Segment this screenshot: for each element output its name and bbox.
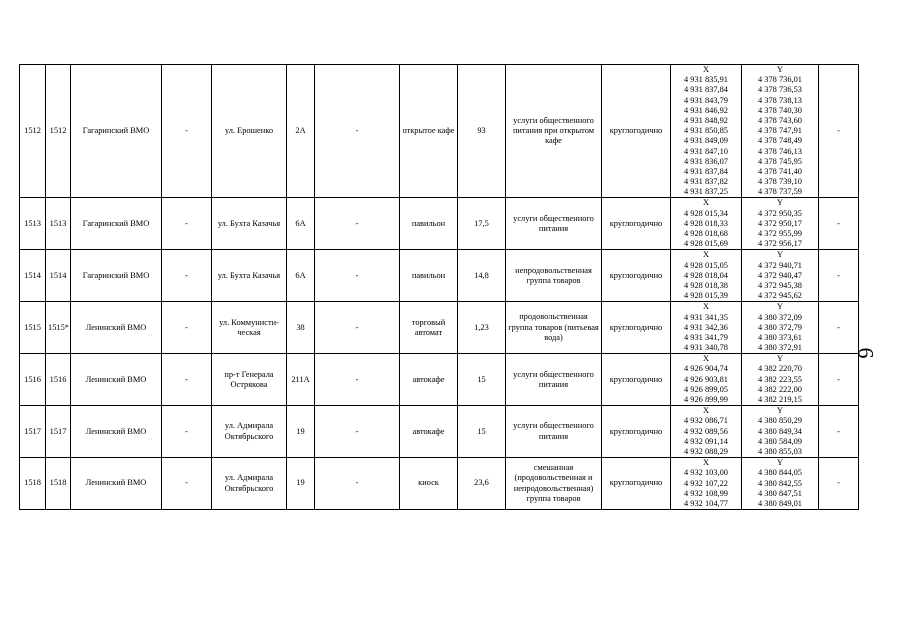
coord-y-value: 4 378 737,59 <box>758 187 802 197</box>
coord-y-value: 4 378 743,60 <box>758 115 802 125</box>
area-cell: 14,8 <box>458 250 506 302</box>
address-cell: ул. Адмирала Октябрьского <box>212 406 287 458</box>
coord-y-value: 4 378 736,53 <box>758 85 802 95</box>
area-cell: 93 <box>458 65 506 198</box>
blank-cell-cell: - <box>315 250 400 302</box>
row-number-cell: 1514 <box>20 250 46 302</box>
coord-x-value: 4 926 899,05 <box>684 384 728 394</box>
specialization-cell: услуги общественного питания <box>506 198 602 250</box>
coord-y-value: 4 380 372,79 <box>758 322 802 332</box>
coord-x-value: 4 931 837,25 <box>684 187 728 197</box>
coord-x-value: 4 931 837,84 <box>684 166 728 176</box>
coord-x-value: 4 931 837,84 <box>684 85 728 95</box>
coord-x-value: 4 932 088,29 <box>684 446 728 456</box>
period-cell: круглогодично <box>602 65 671 198</box>
house-number-cell: 19 <box>287 458 315 510</box>
coord-x-value: 4 931 341,35 <box>684 312 728 322</box>
coord-x-cell <box>671 250 742 302</box>
object-type-cell: павильон <box>400 198 458 250</box>
coord-x-value: X <box>702 302 710 312</box>
note-cell: - <box>819 458 859 510</box>
period-cell: круглогодично <box>602 250 671 302</box>
coord-y-value: Y <box>776 354 784 364</box>
house-number-cell: 19 <box>287 406 315 458</box>
coord-x-value: 4 931 835,91 <box>684 75 728 85</box>
table-row <box>20 302 859 354</box>
coord-y-value: 4 380 855,03 <box>758 446 802 456</box>
object-type-cell: павильон <box>400 250 458 302</box>
row-number-cell: 1513 <box>20 198 46 250</box>
coord-x-value: X <box>702 354 710 364</box>
coord-y-value: 4 380 842,55 <box>758 478 802 488</box>
coord-x-value: 4 932 086,71 <box>684 416 728 426</box>
coord-x-value: X <box>702 198 710 208</box>
coord-y-value: 4 380 847,51 <box>758 488 802 498</box>
house-number-cell: 6А <box>287 198 315 250</box>
coord-y-value: 4 372 945,62 <box>758 291 802 301</box>
address-cell: пр-т Генерала Острякова <box>212 354 287 406</box>
coord-x-value: 4 928 018,33 <box>684 218 728 228</box>
coord-y-value: 4 378 740,30 <box>758 105 802 115</box>
area-cell: 1,23 <box>458 302 506 354</box>
coord-x-value: 4 931 843,79 <box>684 95 728 105</box>
object-type-cell: автокафе <box>400 406 458 458</box>
area-cell: 17,5 <box>458 198 506 250</box>
coord-x-value: 4 931 848,92 <box>684 115 728 125</box>
specialization-cell: услуги общественного питания при открытом кафе <box>506 65 602 198</box>
coord-y-value: 4 372 945,38 <box>758 280 802 290</box>
coord-y-cell <box>742 302 819 354</box>
coord-x-value: 4 932 107,22 <box>684 478 728 488</box>
table-row <box>20 198 859 250</box>
coord-x-cell <box>671 458 742 510</box>
coord-x-value: 4 932 103,00 <box>684 468 728 478</box>
coord-x-value: 4 928 015,05 <box>684 260 728 270</box>
coord-x-cell <box>671 302 742 354</box>
coord-x-value: 4 926 899,99 <box>684 395 728 404</box>
object-type-cell: киоск <box>400 458 458 510</box>
blank-cell-cell: - <box>162 65 212 198</box>
blank-cell-cell: - <box>162 250 212 302</box>
district-cell: Гагаринский ВМО <box>71 198 162 250</box>
blank-cell-cell: - <box>315 354 400 406</box>
coord-y-value: 4 382 220,70 <box>758 364 802 374</box>
schema-number-cell: 1516 <box>46 354 71 406</box>
note-cell: - <box>819 65 859 198</box>
specialization-cell: продовольственная группа товаров (питьевая вода) <box>506 302 602 354</box>
coord-x-value: X <box>702 458 710 468</box>
coord-x-value: 4 928 015,39 <box>684 291 728 301</box>
object-type-cell: открытое кафе <box>400 65 458 198</box>
specialization-cell: услуги общественного питания <box>506 354 602 406</box>
coord-x-value: 4 926 904,74 <box>684 364 728 374</box>
coord-y-value: Y <box>776 198 784 208</box>
coord-x-cell <box>671 198 742 250</box>
table-row <box>20 458 859 510</box>
specialization-cell: смешанная (продовольственная и непродовольственная) группа товаров <box>506 458 602 510</box>
coord-y-value: Y <box>776 302 784 312</box>
row-number-cell: 1517 <box>20 406 46 458</box>
coord-y-cell <box>742 250 819 302</box>
coord-y-value: 4 380 849,34 <box>758 426 802 436</box>
coord-y-value: 4 380 844,05 <box>758 468 802 478</box>
coord-x-value: 4 931 847,10 <box>684 146 728 156</box>
coord-x-value: X <box>702 250 710 260</box>
row-number-cell: 1515 <box>20 302 46 354</box>
coord-x-value: X <box>702 65 710 74</box>
schema-number-cell: 1515* <box>46 302 71 354</box>
period-cell: круглогодично <box>602 458 671 510</box>
schema-number-cell: 1518 <box>46 458 71 510</box>
coord-x-value: 4 931 846,92 <box>684 105 728 115</box>
district-cell: Ленинский ВМО <box>71 458 162 510</box>
coord-x-value: X <box>702 406 710 416</box>
coord-y-value: Y <box>776 65 784 74</box>
period-cell: круглогодично <box>602 302 671 354</box>
address-cell: ул. Коммунисти-ческая <box>212 302 287 354</box>
row-number-cell: 1512 <box>20 65 46 198</box>
coord-x-cell <box>671 406 742 458</box>
coord-x-value: 4 926 903,81 <box>684 374 728 384</box>
coord-x-value: 4 931 341,79 <box>684 332 728 342</box>
coord-y-value: 4 378 741,40 <box>758 166 802 176</box>
specialization-cell: непродовольственная группа товаров <box>506 250 602 302</box>
coord-x-value: 4 928 015,34 <box>684 208 728 218</box>
blank-cell-cell: - <box>162 458 212 510</box>
coord-y-value: 4 378 747,91 <box>758 126 802 136</box>
table-row <box>20 354 859 406</box>
object-type-cell: торговый автомат <box>400 302 458 354</box>
coord-x-value: 4 932 089,56 <box>684 426 728 436</box>
coord-y-value: 4 378 739,10 <box>758 177 802 187</box>
coord-x-value: 4 928 018,38 <box>684 280 728 290</box>
district-cell: Ленинский ВМО <box>71 302 162 354</box>
coord-y-value: 4 372 940,47 <box>758 270 802 280</box>
coord-y-cell <box>742 406 819 458</box>
coord-y-value: 4 372 956,17 <box>758 239 802 249</box>
coord-y-value: 4 380 373,61 <box>758 332 802 342</box>
district-cell: Ленинский ВМО <box>71 406 162 458</box>
house-number-cell: 6А <box>287 250 315 302</box>
coord-y-value: 4 378 748,49 <box>758 136 802 146</box>
note-cell: - <box>819 354 859 406</box>
period-cell: круглогодично <box>602 198 671 250</box>
table-row <box>20 250 859 302</box>
blank-cell-cell: - <box>315 406 400 458</box>
coord-y-value: 4 382 223,55 <box>758 374 802 384</box>
coord-y-value: Y <box>776 250 784 260</box>
blank-cell-cell: - <box>315 302 400 354</box>
coord-x-value: 4 931 836,07 <box>684 156 728 166</box>
coord-y-value: 4 380 849,01 <box>758 498 802 508</box>
address-cell: ул. Бухта Казачья <box>212 250 287 302</box>
row-number-cell: 1518 <box>20 458 46 510</box>
period-cell: круглогодично <box>602 354 671 406</box>
coord-x-value: 4 932 104,77 <box>684 498 728 508</box>
coord-x-value: 4 928 015,69 <box>684 239 728 249</box>
blank-cell-cell: - <box>315 198 400 250</box>
house-number-cell: 2А <box>287 65 315 198</box>
house-number-cell: 38 <box>287 302 315 354</box>
coord-y-value: 4 382 219,15 <box>758 395 802 404</box>
coord-x-value: 4 931 850,85 <box>684 126 728 136</box>
coord-y-value: 4 378 738,13 <box>758 95 802 105</box>
coord-y-value: 4 372 950,17 <box>758 218 802 228</box>
district-cell: Ленинский ВМО <box>71 354 162 406</box>
coord-y-value: Y <box>776 406 784 416</box>
coord-x-value: 4 931 849,09 <box>684 136 728 146</box>
blank-cell-cell: - <box>162 354 212 406</box>
schema-number-cell: 1517 <box>46 406 71 458</box>
schema-number-cell: 1514 <box>46 250 71 302</box>
coord-y-value: 4 380 372,09 <box>758 312 802 322</box>
coord-x-value: 4 931 342,36 <box>684 322 728 332</box>
blank-cell-cell: - <box>162 198 212 250</box>
coord-x-value: 4 932 091,14 <box>684 436 728 446</box>
coord-x-cell <box>671 65 742 198</box>
specialization-cell: услуги общественного питания <box>506 406 602 458</box>
coord-x-value: 4 931 837,82 <box>684 177 728 187</box>
coord-x-value: 4 928 018,68 <box>684 229 728 238</box>
coord-y-cell <box>742 354 819 406</box>
schema-number-cell: 1512 <box>46 65 71 198</box>
coord-y-cell <box>742 198 819 250</box>
area-cell: 23,6 <box>458 458 506 510</box>
coord-y-value: 4 372 940,71 <box>758 260 802 270</box>
coord-y-value: Y <box>776 458 784 468</box>
blank-cell-cell: - <box>162 406 212 458</box>
area-cell: 15 <box>458 406 506 458</box>
address-cell: ул. Адмирала Октябрьского <box>212 458 287 510</box>
coord-y-value: 4 372 955,99 <box>758 229 802 238</box>
blank-cell-cell: - <box>315 65 400 198</box>
district-cell: Гагаринский ВМО <box>71 250 162 302</box>
coord-y-value: 4 378 736,01 <box>758 75 802 85</box>
schema-number-cell: 1513 <box>46 198 71 250</box>
note-cell: - <box>819 302 859 354</box>
coord-y-value: 4 380 372,91 <box>758 343 802 353</box>
district-cell: Гагаринский ВМО <box>71 65 162 198</box>
coord-y-value: 4 380 850,29 <box>758 416 802 426</box>
period-cell: круглогодично <box>602 406 671 458</box>
house-number-cell: 211А <box>287 354 315 406</box>
coord-y-cell <box>742 458 819 510</box>
blank-cell-cell: - <box>315 458 400 510</box>
note-cell: - <box>819 198 859 250</box>
coord-x-value: 4 928 018,04 <box>684 270 728 280</box>
coord-y-value: 4 378 746,13 <box>758 146 802 156</box>
object-type-cell: автокафе <box>400 354 458 406</box>
note-cell: - <box>819 406 859 458</box>
coord-x-value: 4 932 108,99 <box>684 488 728 498</box>
page-number: 6 <box>853 347 879 359</box>
table-row <box>20 65 859 198</box>
coord-y-cell <box>742 65 819 198</box>
coord-y-value: 4 372 950,35 <box>758 208 802 218</box>
address-cell: ул. Ерошенко <box>212 65 287 198</box>
coord-y-value: 4 382 222,00 <box>758 384 802 394</box>
coord-x-value: 4 931 340,78 <box>684 343 728 353</box>
coord-y-value: 4 380 584,09 <box>758 436 802 446</box>
address-cell: ул. Бухта Казачья <box>212 198 287 250</box>
area-cell: 15 <box>458 354 506 406</box>
coord-x-cell <box>671 354 742 406</box>
coord-y-value: 4 378 745,95 <box>758 156 802 166</box>
note-cell: - <box>819 250 859 302</box>
blank-cell-cell: - <box>162 302 212 354</box>
placement-table <box>19 64 859 510</box>
row-number-cell: 1516 <box>20 354 46 406</box>
table-row <box>20 406 859 458</box>
